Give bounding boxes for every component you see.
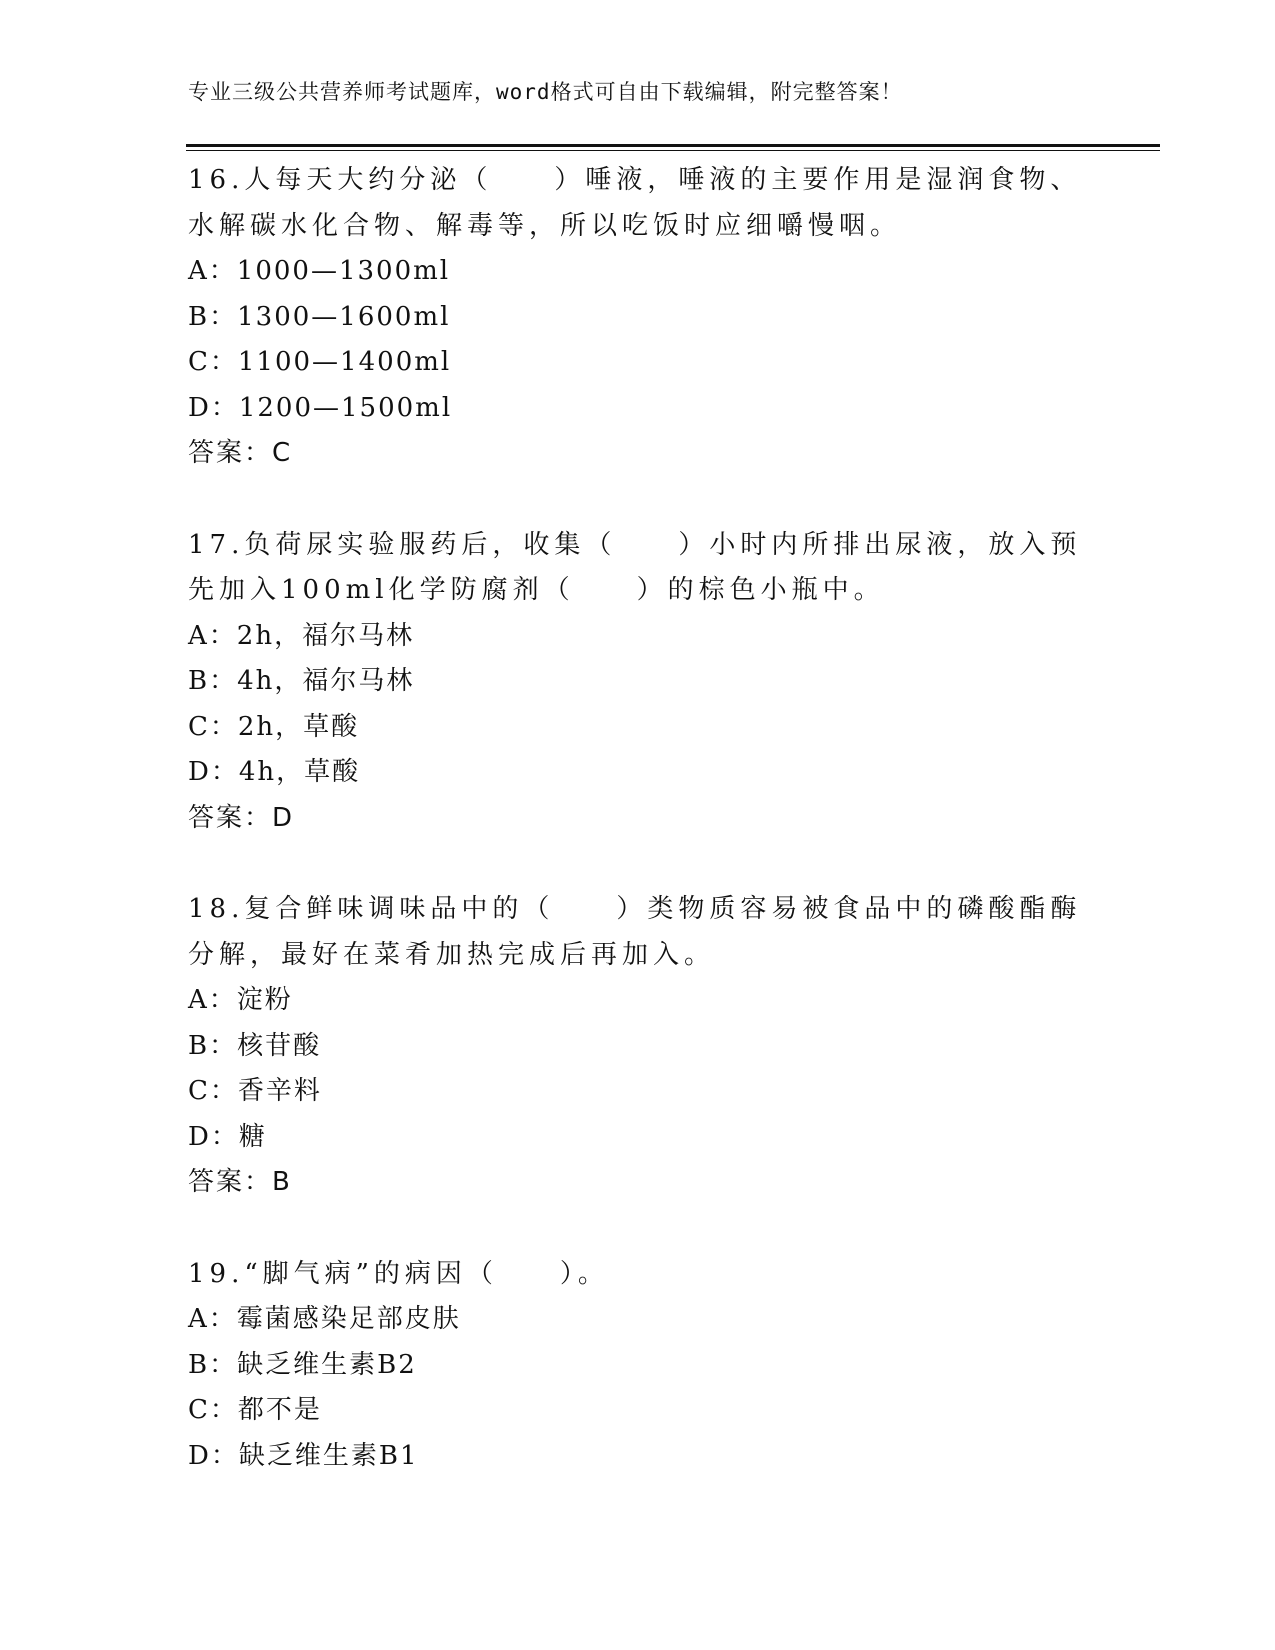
option-d: D：4h，草酸 — [188, 757, 361, 787]
option-d: D：糖 — [188, 1121, 267, 1152]
option-c: C：2h，草酸 — [188, 711, 360, 742]
question-18 — [188, 887, 1088, 1206]
question-19 — [188, 1252, 1088, 1480]
option-a: A：1000—1300ml — [188, 256, 451, 286]
option-a: A：2h，福尔马林 — [188, 620, 415, 651]
question-16 — [188, 158, 1088, 477]
answer-line: 答案：C — [188, 438, 293, 468]
question-stem: 16.人每天大约分泌（ ）唾液，唾液的主要作用是湿润食物、水解碳水化合物、解毒等，所以吃饭时应细嚼慢咽。 — [188, 165, 1082, 241]
question-stem: 18.复合鲜味调味品中的（ ）类物质容易被食品中的磷酸酯酶分解，最好在菜肴加热完成后再加入。 — [188, 894, 1082, 970]
question-list — [188, 158, 1088, 1525]
option-d: D：1200—1500ml — [188, 392, 453, 423]
header-rule-thick — [186, 144, 1160, 147]
page-header: 专业三级公共营养师考试题库，word格式可自由下载编辑，附完整答案！ — [188, 80, 903, 104]
option-b: B：4h，福尔马林 — [188, 666, 415, 696]
option-c: C：香辛料 — [188, 1076, 322, 1106]
option-d: D：缺乏维生素B1 — [188, 1440, 419, 1471]
option-b: B：核苷酸 — [188, 1030, 322, 1061]
header-rule-thin — [186, 150, 1160, 151]
option-a: A：淀粉 — [188, 985, 293, 1015]
answer-line: 答案：D — [188, 802, 295, 833]
answer-line: 答案：B — [188, 1167, 292, 1197]
question-stem: 17.负荷尿实验服药后，收集（ ）小时内所排出尿液，放入预先加入100ml化学防腐剂（ ）的棕色小瓶中。 — [188, 529, 1082, 605]
question-stem: 19.“脚气病”的病因（ ）。 — [188, 1258, 609, 1289]
option-c: C：都不是 — [188, 1395, 322, 1425]
question-17 — [188, 523, 1088, 842]
option-c: C：1100—1400ml — [188, 347, 452, 377]
option-b: B：缺乏维生素B2 — [188, 1349, 417, 1380]
option-b: B：1300—1600ml — [188, 301, 451, 332]
option-a: A：霉菌感染足部皮肤 — [188, 1304, 461, 1334]
